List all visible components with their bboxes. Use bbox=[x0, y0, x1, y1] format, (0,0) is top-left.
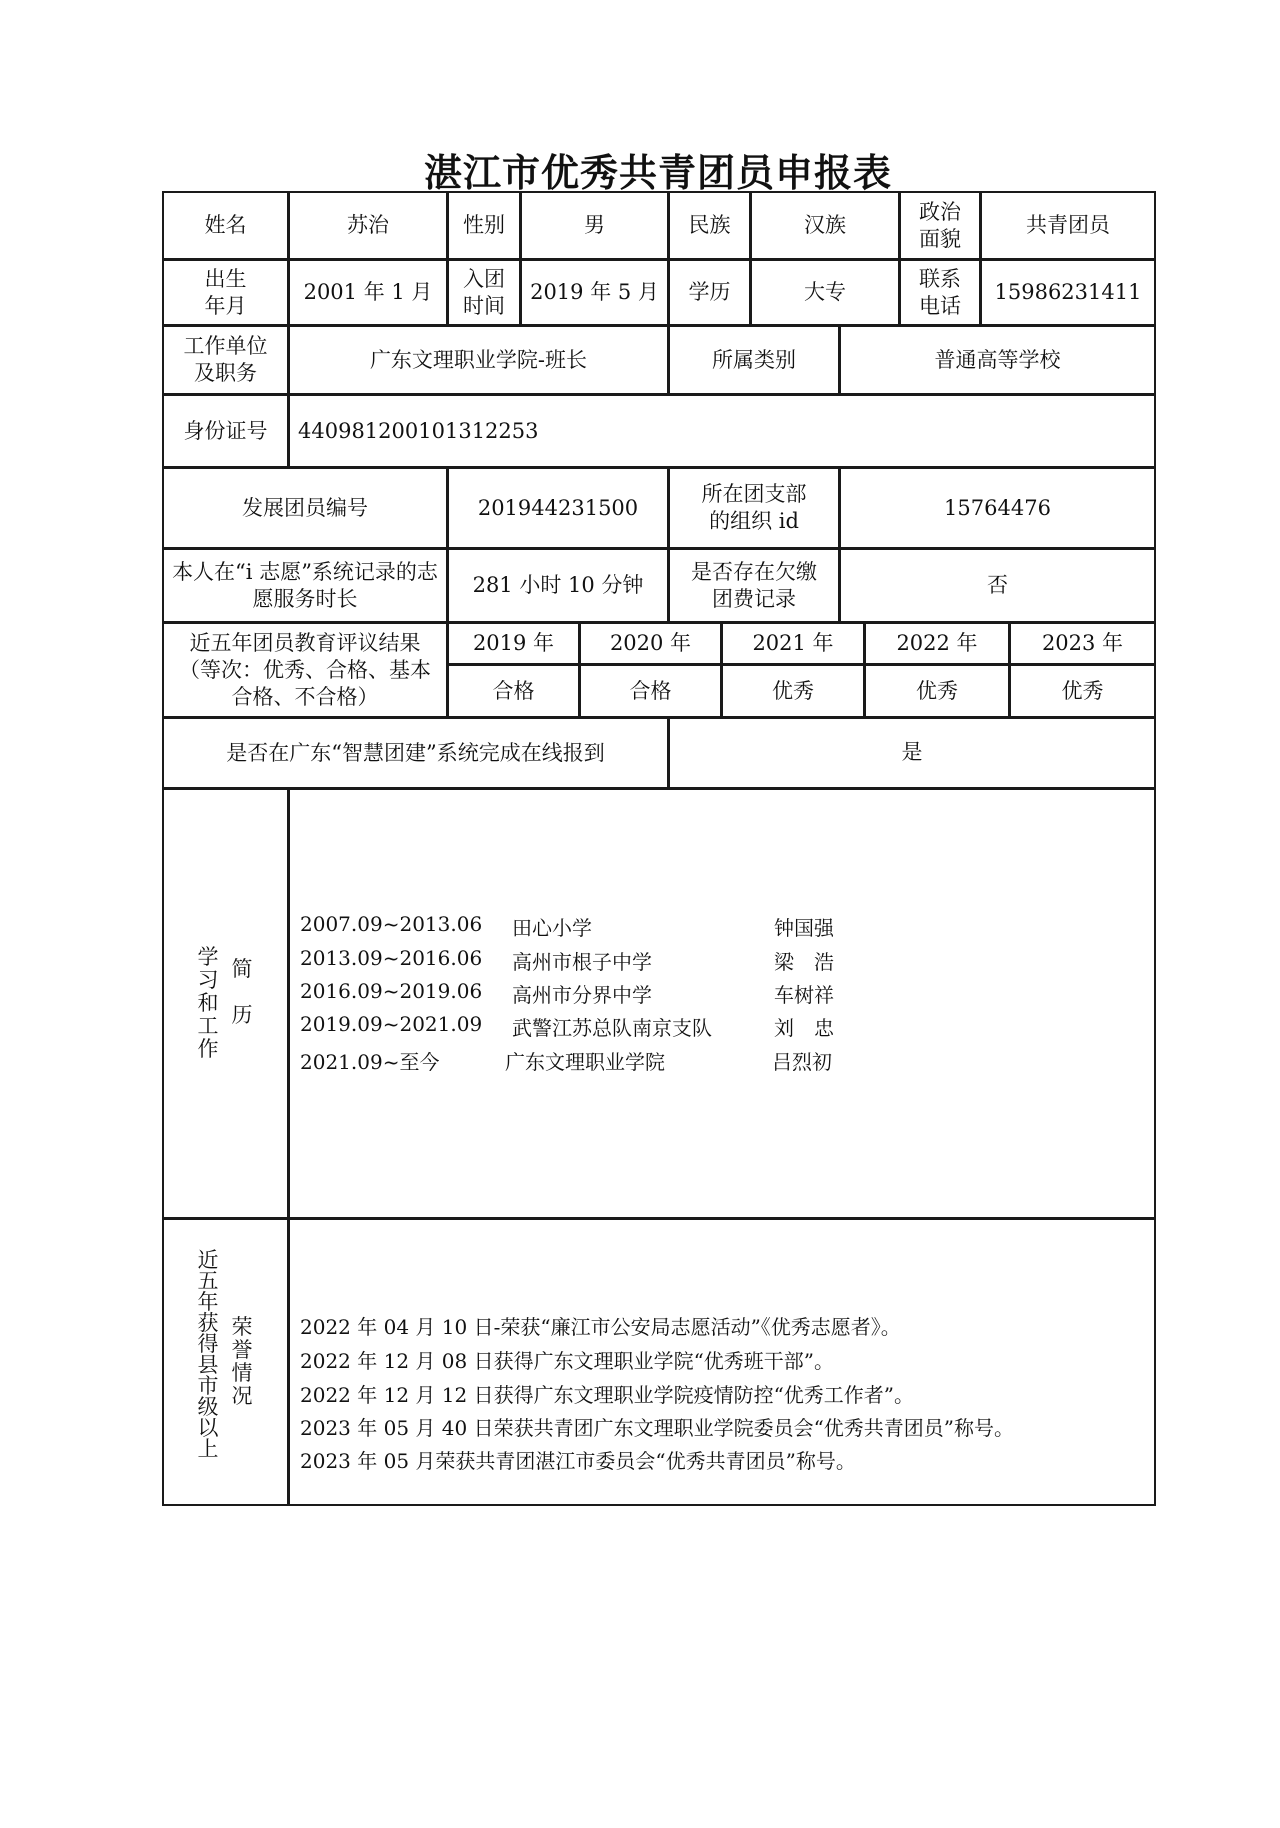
eval-result: 合格 bbox=[579, 664, 722, 718]
political-value: 共青团员 bbox=[980, 191, 1156, 260]
resume-content-cell bbox=[288, 788, 1156, 1219]
resume-witness: 吕烈初 bbox=[772, 1050, 832, 1074]
political-label: 政治面貌 bbox=[899, 191, 981, 260]
category-value: 普通高等学校 bbox=[839, 325, 1156, 395]
member-no-value: 201944231500 bbox=[447, 467, 669, 549]
eval-year: 2021 年 bbox=[721, 622, 865, 665]
resume-witness: 钟国强 bbox=[774, 916, 834, 940]
category-label: 所属类别 bbox=[668, 325, 840, 395]
eval-result: 优秀 bbox=[721, 664, 865, 718]
honor-item: 2023 年 05 月 40 日荣获共青团广东文理职业学院委员会“优秀共青团员”称号。 bbox=[300, 1416, 1015, 1440]
eval-result: 优秀 bbox=[864, 664, 1010, 718]
id-label: 身份证号 bbox=[162, 394, 289, 468]
branch-id-value: 15764476 bbox=[839, 467, 1156, 549]
volunteer-value: 281 小时 10 分钟 bbox=[447, 548, 669, 623]
online-report-label: 是否在广东“智慧团建”系统完成在线报到 bbox=[162, 717, 669, 789]
eval-year: 2019 年 bbox=[447, 622, 580, 665]
gender-value: 男 bbox=[520, 191, 669, 260]
edu-label: 学历 bbox=[668, 259, 751, 326]
online-report-value: 是 bbox=[668, 717, 1156, 789]
resume-period: 2019.09~2021.09 bbox=[300, 1012, 483, 1036]
ethnic-label: 民族 bbox=[668, 191, 751, 260]
resume-witness: 车树祥 bbox=[774, 983, 834, 1007]
member-no-label: 发展团员编号 bbox=[162, 467, 448, 549]
honor-item: 2022 年 04 月 10 日-荣获“廉江市公安局志愿活动”《优秀志愿者》。 bbox=[300, 1315, 901, 1339]
eval-year: 2020 年 bbox=[579, 622, 722, 665]
phone-value: 15986231411 bbox=[980, 259, 1156, 326]
resume-place: 高州市根子中学 bbox=[512, 950, 652, 974]
work-label: 工作单位及职务 bbox=[162, 325, 289, 395]
birth-label: 出生年月 bbox=[162, 259, 289, 326]
branch-label: 所在团支部的组织 id bbox=[668, 467, 840, 549]
fee-label: 是否存在欠缴团费记录 bbox=[668, 548, 840, 623]
resume-place: 田心小学 bbox=[512, 916, 592, 940]
phone-label: 联系电话 bbox=[899, 259, 981, 326]
join-value: 2019 年 5 月 bbox=[520, 259, 669, 326]
fee-value: 否 bbox=[839, 548, 1156, 623]
resume-period: 2013.09~2016.06 bbox=[300, 946, 483, 970]
work-value: 广东文理职业学院-班长 bbox=[288, 325, 669, 395]
resume-place: 高州市分界中学 bbox=[512, 983, 652, 1007]
volunteer-label: 本人在“i 志愿”系统记录的志愿服务时长 bbox=[162, 548, 448, 623]
eval-year: 2022 年 bbox=[864, 622, 1010, 665]
eval-year: 2023 年 bbox=[1009, 622, 1156, 665]
ethnic-value: 汉族 bbox=[750, 191, 900, 260]
honors-label-cell bbox=[162, 1218, 289, 1506]
resume-label-col1: 学习和工作 bbox=[197, 945, 219, 1061]
birth-value: 2001 年 1 月 bbox=[288, 259, 448, 326]
resume-period: 2016.09~2019.06 bbox=[300, 979, 483, 1003]
eval-result: 优秀 bbox=[1009, 664, 1156, 718]
gender-label: 性别 bbox=[447, 191, 521, 260]
form-title: 湛江市优秀共青团员申报表 bbox=[423, 150, 892, 195]
honor-item: 2022 年 12 月 12 日获得广东文理职业学院疫情防控“优秀工作者”。 bbox=[300, 1383, 915, 1407]
resume-witness: 梁 浩 bbox=[774, 950, 834, 974]
resume-place: 广东文理职业学院 bbox=[505, 1050, 665, 1074]
name-label: 姓名 bbox=[162, 191, 289, 260]
resume-label-cell bbox=[162, 788, 289, 1219]
honor-item: 2022 年 12 月 08 日获得广东文理职业学院“优秀班干部”。 bbox=[300, 1349, 835, 1373]
resume-period: 2021.09~至今 bbox=[300, 1050, 440, 1074]
resume-period: 2007.09~2013.06 bbox=[300, 912, 483, 936]
honors-label-col1: 近五年获得县市级以上 bbox=[197, 1248, 219, 1461]
name-value: 苏治 bbox=[288, 191, 448, 260]
edu-value: 大专 bbox=[750, 259, 900, 326]
resume-label-col2: 简历 bbox=[231, 957, 253, 1027]
join-label: 入团时间 bbox=[447, 259, 521, 326]
eval-result: 合格 bbox=[447, 664, 580, 718]
honor-item: 2023 年 05 月荣获共青团湛江市委员会“优秀共青团员”称号。 bbox=[300, 1449, 856, 1473]
resume-witness: 刘 忠 bbox=[774, 1016, 834, 1040]
honors-label-col2: 荣誉情况 bbox=[231, 1315, 253, 1408]
id-value: 440981200101312253 bbox=[288, 394, 1156, 468]
evaluation-label: 近五年团员教育评议结果（等次：优秀、合格、基本合格、不合格） bbox=[162, 622, 448, 718]
resume-place: 武警江苏总队南京支队 bbox=[512, 1016, 712, 1040]
